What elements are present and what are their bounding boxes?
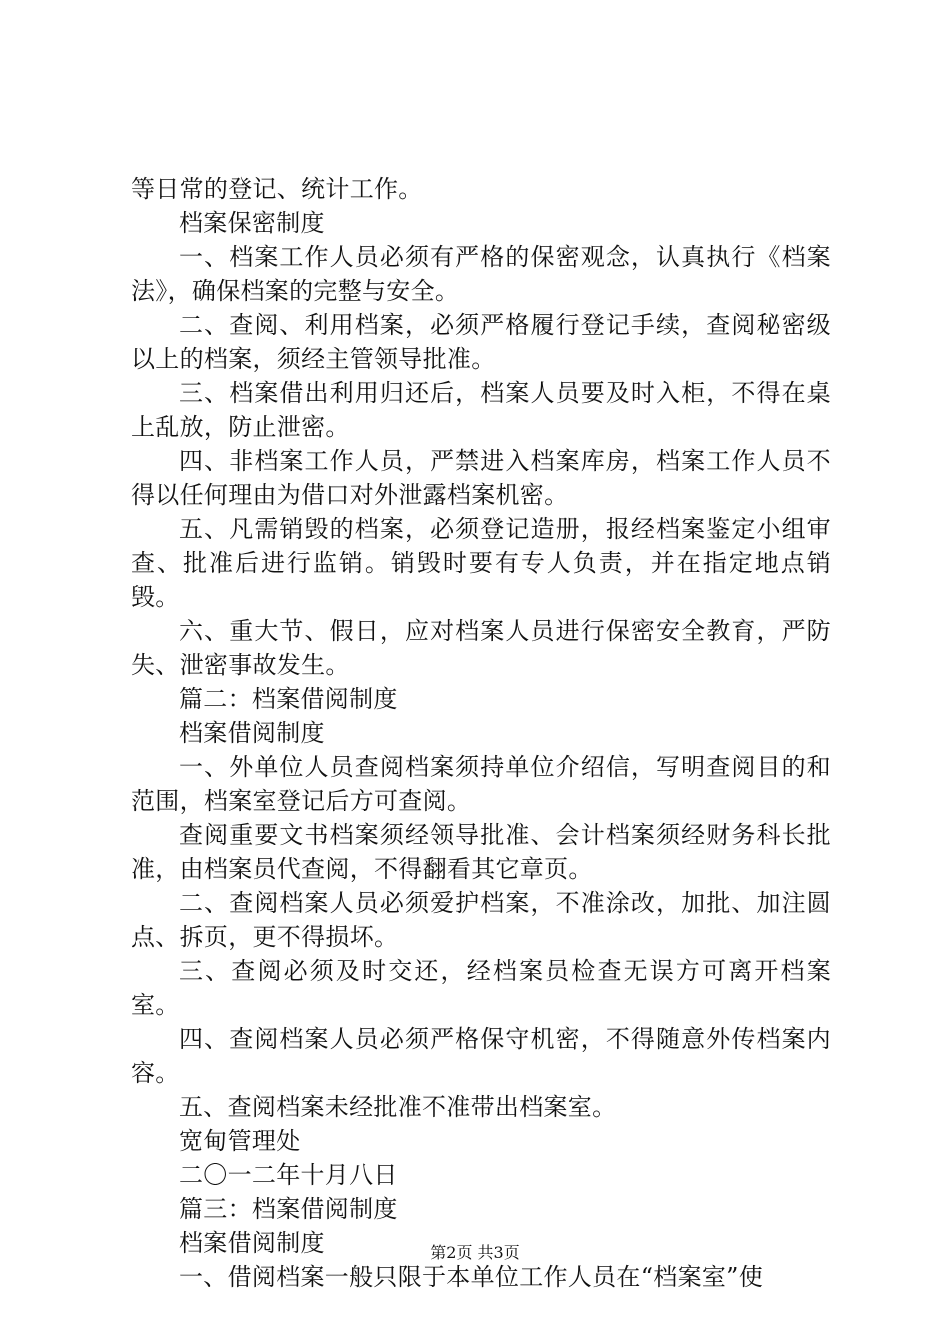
paragraph: 三、查阅必须及时交还，经档案员检查无误方可离开档案室。 bbox=[131, 957, 831, 1019]
paragraph: 四、非档案工作人员，严禁进入档案库房，档案工作人员不得以任何理由为借口对外泄露档案机密。 bbox=[131, 447, 831, 509]
paragraph: 五、凡需销毁的档案，必须登记造册，报经档案鉴定小组审查、批准后进行监销。销毁时要有专人负责，并在指定地点销毁。 bbox=[131, 515, 831, 611]
section-heading: 档案借阅制度 bbox=[179, 719, 325, 747]
document-body bbox=[131, 172, 831, 1294]
section-heading: 档案保密制度 bbox=[179, 209, 325, 237]
section-heading: 篇三：档案借阅制度 bbox=[179, 1195, 398, 1223]
signature-org: 宽甸管理处 bbox=[179, 1127, 301, 1155]
paragraph: 一、档案工作人员必须有严格的保密观念，认真执行《档案法》，确保档案的完整与安全。 bbox=[131, 243, 831, 305]
paragraph: 二、查阅档案人员必须爱护档案，不准涂改，加批、加注圆点、拆页，更不得损坏。 bbox=[131, 889, 831, 951]
paragraph: 四、查阅档案人员必须严格保守机密，不得随意外传档案内容。 bbox=[131, 1025, 831, 1087]
paragraph: 三、档案借出利用归还后，档案人员要及时入柜，不得在桌上乱放，防止泄密。 bbox=[131, 379, 831, 441]
paragraph: 一、借阅档案一般只限于本单位工作人员在“档案室”使 bbox=[179, 1263, 764, 1291]
page-footer: 第2页 共3页 bbox=[430, 1243, 520, 1262]
paragraph: 等日常的登记、统计工作。 bbox=[131, 175, 423, 203]
paragraph: 查阅重要文书档案须经领导批准、会计档案须经财务科长批准，由档案员代查阅，不得翻看其它章页。 bbox=[131, 821, 831, 883]
section-heading: 档案借阅制度 bbox=[179, 1229, 325, 1257]
paragraph: 一、外单位人员查阅档案须持单位介绍信，写明查阅目的和范围，档案室登记后方可查阅。 bbox=[131, 753, 831, 815]
paragraph: 二、查阅、利用档案，必须严格履行登记手续，查阅秘密级以上的档案，须经主管领导批准。 bbox=[131, 311, 831, 373]
section-heading: 篇二：档案借阅制度 bbox=[179, 685, 398, 713]
signature-date: 二〇一二年十月八日 bbox=[179, 1161, 398, 1189]
paragraph: 六、重大节、假日，应对档案人员进行保密安全教育，严防失、泄密事故发生。 bbox=[131, 617, 831, 679]
paragraph: 五、查阅档案未经批准不准带出档案室。 bbox=[179, 1093, 617, 1121]
